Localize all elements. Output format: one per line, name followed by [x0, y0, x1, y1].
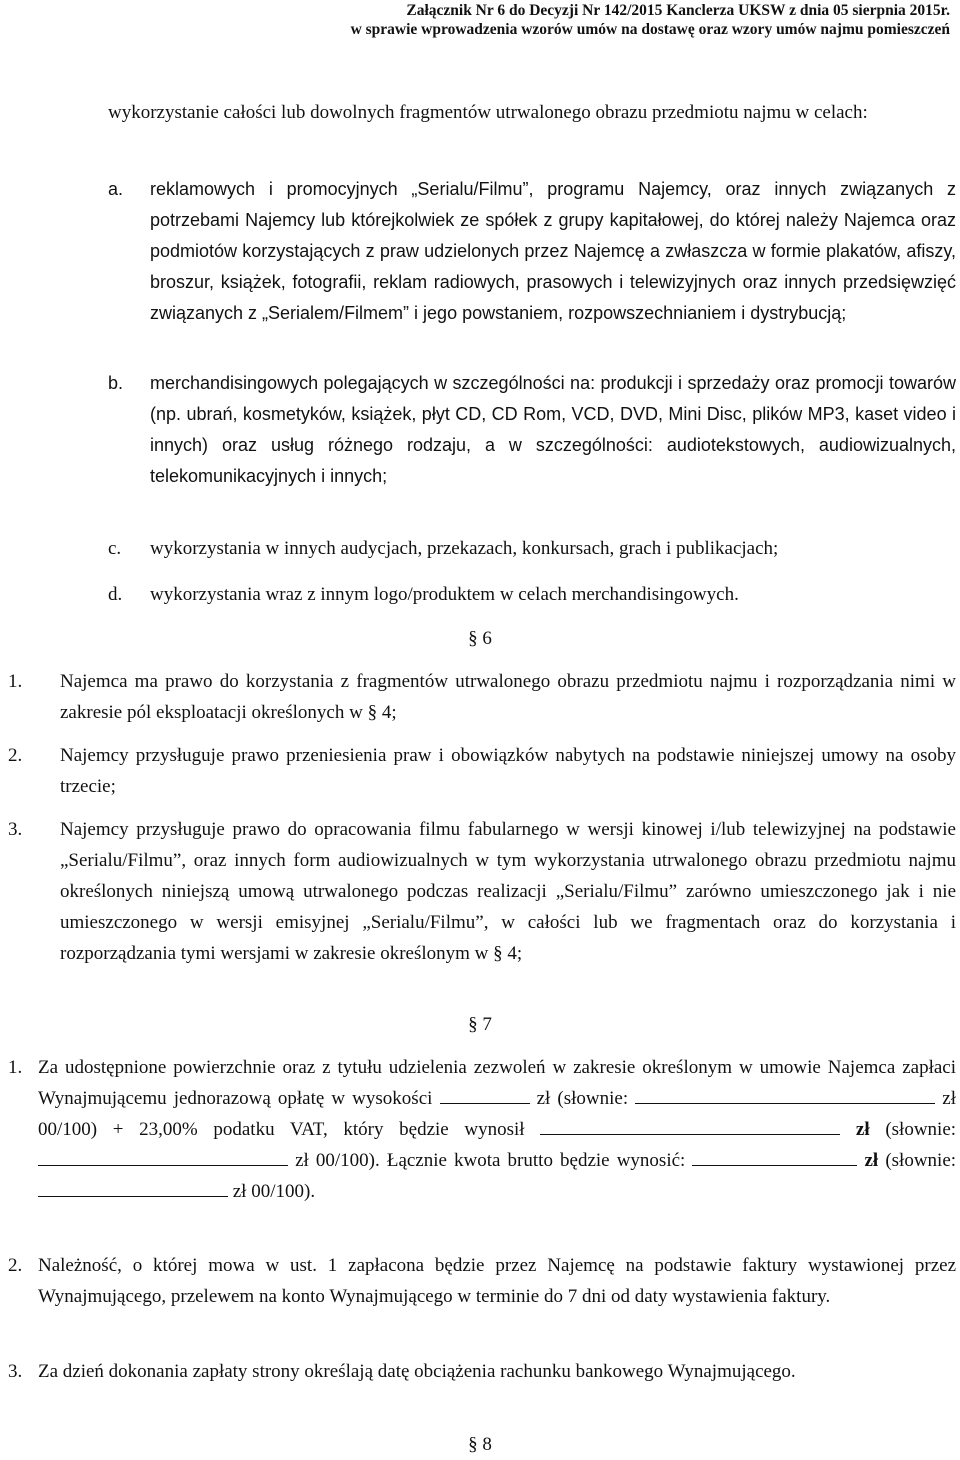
section-7-heading: § 7 — [468, 1014, 492, 1035]
payment-text-3: zł 00/100) + 23,00% podatku VAT, który będzie wynosił — [38, 1088, 957, 1140]
vat-amount-words-blank[interactable] — [38, 1147, 288, 1166]
payment-text-2: zł (słownie: — [536, 1088, 629, 1109]
list-label-c: c. — [108, 538, 122, 559]
vat-amount-blank[interactable] — [540, 1116, 840, 1135]
payment-text-5: (słownie: — [885, 1119, 957, 1140]
payment-text-1: Za udostępnione powierzchnie oraz z tytułu udzielenia zezwoleń w zakresie określonym w umowie Najemca zapłaci Wynajmującemu jednorazową opłatę w wysokości — [38, 1057, 956, 1109]
payment-currency-vat: zł — [855, 1119, 870, 1140]
section-7-item-3: Za dzień dokonania zapłaty strony określają datę obciążenia rachunku bankowego Wynajmującego. — [38, 1361, 796, 1382]
gross-amount-blank[interactable] — [692, 1147, 857, 1166]
list-item-a: reklamowych i promocyjnych „Serialu/Filmu”, programu Najemcy, oraz innych związanych z potrzebami Najemcy lub którejkolwiek ze spółek z grupy kapitałowej, do której należy Najemca oraz podmiotów korzystających z praw udzielonych przez Najemcę a zwłaszcza w formie plakatów, afiszy, broszur, książek, fotografii, reklam radiowych, prasowych i telewizyjnych oraz innych przedsięwzięć związanych z „Serialem/Filmem” i jego powstaniem, rozpowszechnianiem i dystrybucją; — [150, 179, 956, 323]
section-7-item-2: Należność, o której mowa w ust. 1 zapłacona będzie przez Najemcę na podstawie faktury wystawionej przez Wynajmującego, przelewem na konto Wynajmującego w terminie do 7 dni od daty wystawienia faktury. — [38, 1255, 956, 1307]
list-label-a: a. — [108, 179, 124, 199]
section-7-item-2-number: 2. — [8, 1255, 23, 1276]
section-6-item-2-number: 2. — [8, 745, 23, 766]
intro-paragraph: wykorzystanie całości lub dowolnych fragmentów utrwalonego obrazu przedmiotu najmu w celach: — [108, 102, 868, 123]
section-6-item-1: Najemca ma prawo do korzystania z fragmentów utrwalonego obrazu przedmiotu najmu i rozporządzania nimi w zakresie pól eksploatacji określonych w § 4; — [60, 671, 956, 723]
section-8-heading: § 8 — [468, 1434, 492, 1455]
list-label-b: b. — [108, 373, 124, 393]
gross-amount-words-blank[interactable] — [38, 1178, 228, 1197]
section-6-item-2: Najemcy przysługuje prawo przeniesienia praw i obowiązków nabytych na podstawie niniejszej umowy na osoby trzecie; — [60, 745, 956, 797]
section-7-item-1 — [38, 1052, 956, 1207]
section-6-item-3-number: 3. — [8, 819, 23, 840]
section-6-heading: § 6 — [468, 628, 492, 649]
header-attachment-line: Załącznik Nr 6 do Decyzji Nr 142/2015 Kanclerza UKSW z dnia 05 sierpnia 2015r. — [406, 2, 950, 19]
list-label-d: d. — [108, 584, 123, 605]
payment-text-6: zł 00/100). Łącznie kwota brutto będzie wynosić: — [295, 1150, 686, 1171]
section-6-item-3: Najemcy przysługuje prawo do opracowania filmu fabularnego w wersji kinowej i/lub telewizyjnej na podstawie „Serialu/Filmu”, oraz innych form audiowizualnych w tym wykorzystania utrwalonego obrazu przedmiotu najmu określonych niniejszą umową utrwalonego podczas realizacji „Serialu/Filmu” zarówno umieszczonego jak i nie umieszczonego w wersji emisyjnej „Serialu/Filmu”, w całości lub we fragmentach oraz do korzystania i rozporządzania tymi wersjami w zakresie określonym w § 4; — [60, 819, 956, 964]
list-item-c: wykorzystania w innych audycjach, przekazach, konkursach, grach i publikacjach; — [150, 538, 779, 559]
list-item-b: merchandisingowych polegających w szczególności na: produkcji i sprzedaży oraz promocji towarów (np. ubrań, kosmetyków, książek, płyt CD, CD Rom, VCD, DVD, Mini Disc, plików MP3, kaset video i innych) oraz usług różnego rodzaju, a w szczególności: audiotekstowych, audiowizualnych, telekomunikacyjnych i innych; — [150, 373, 956, 486]
payment-text-9: zł 00/100). — [232, 1181, 316, 1202]
amount-net-words-blank[interactable] — [635, 1085, 935, 1104]
header-subject-line: w sprawie wprowadzenia wzorów umów na dostawę oraz wzory umów najmu pomieszczeń — [350, 21, 950, 38]
section-7-item-3-number: 3. — [8, 1361, 23, 1382]
section-7-item-1-number: 1. — [8, 1057, 23, 1078]
payment-text-8: (słownie: — [885, 1150, 957, 1171]
amount-net-blank[interactable] — [440, 1085, 530, 1104]
section-6-item-1-number: 1. — [8, 671, 23, 692]
payment-currency-gross: zł — [864, 1150, 879, 1171]
list-item-d: wykorzystania wraz z innym logo/produktem w celach merchandisingowych. — [150, 584, 739, 605]
